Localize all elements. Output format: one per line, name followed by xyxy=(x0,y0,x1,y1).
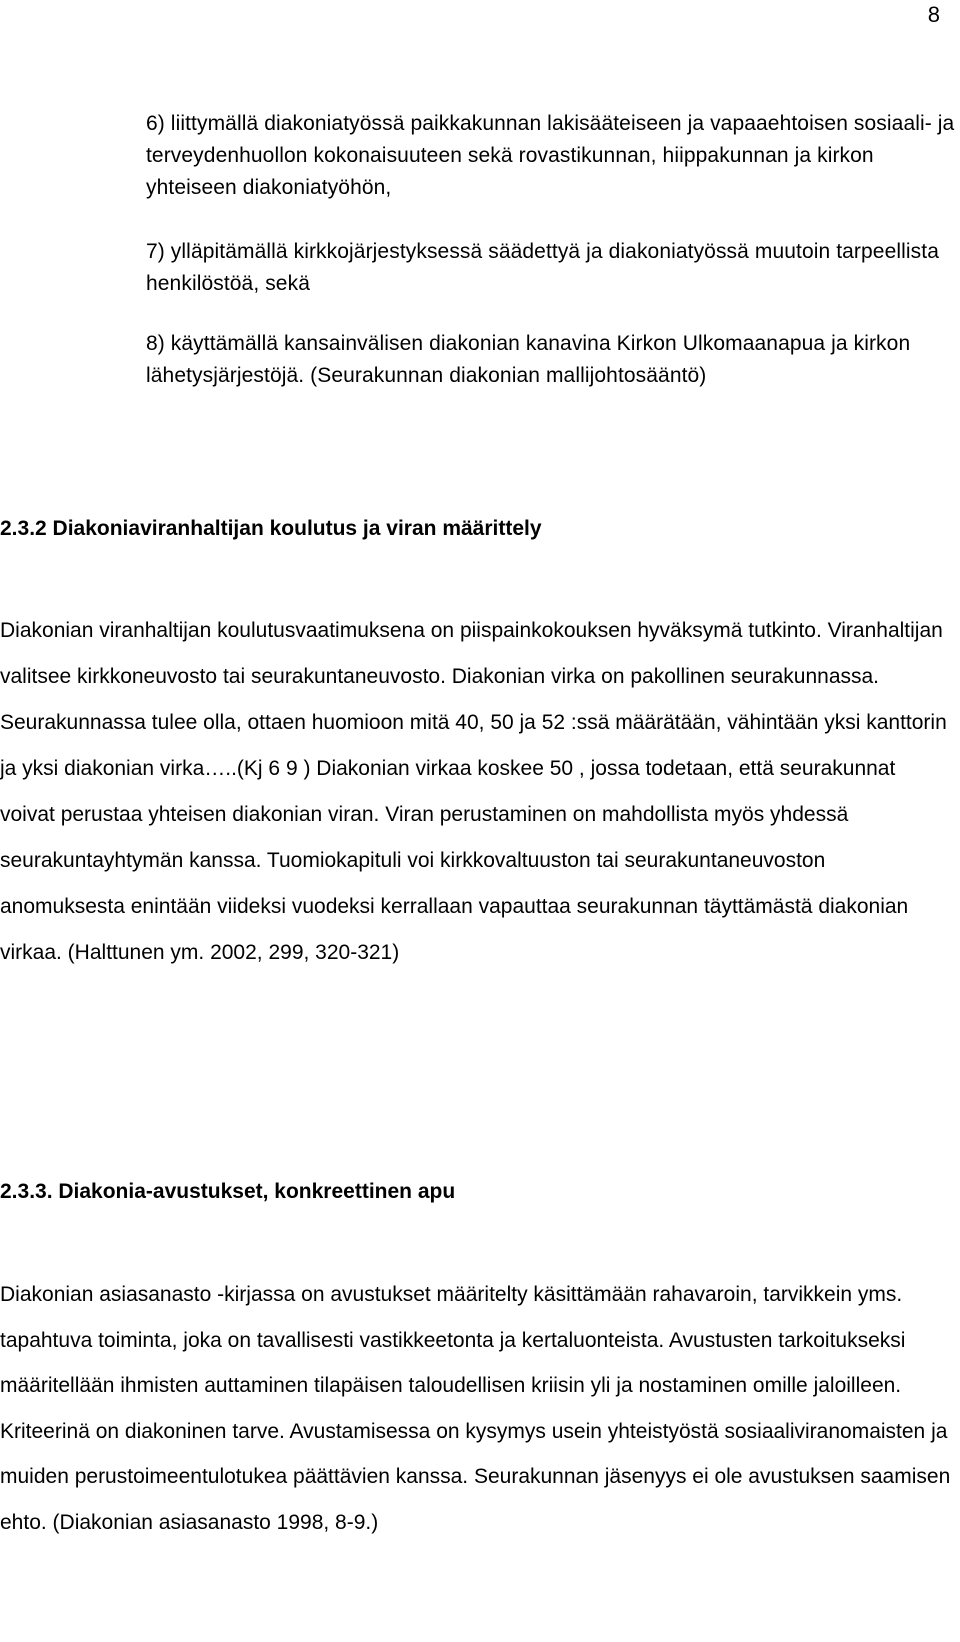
list-item-6 xyxy=(146,108,956,204)
list-item-8-text: 8) käyttämällä kansainvälisen diakonian kanavina Kirkon Ulkomaanapua ja kirkon lähetysjärjestöjä. (Seurakunnan diakonian mallijohtosääntö) xyxy=(146,332,911,387)
list-item-7-text: 7) ylläpitämällä kirkkojärjestyksessä säädettyä ja diakoniatyössä muutoin tarpeellista henkilöstöä, sekä xyxy=(146,240,939,295)
section-body-2-3-2: Diakonian viranhaltijan koulutusvaatimuksena on piispainkokouksen hyväksymä tutkinto. Viranhaltijan valitsee kirkkoneuvosto tai seurakuntaneuvosto. Diakonian virka on pakollinen seurakunnassa. Seurakunnassa tulee olla, ottaen huomioon mitä 40, 50 ja 52 :ssä määrätään, vähintään yksi kanttorin ja yksi diakonian virka…..(Kj 6 9 ) Diakonian virkaa koskee 50 , jossa todetaan, että seurakunnat voivat perustaa yhteisen diakonian viran. Viran perustaminen on mahdollista myös yhdessä seurakuntayhtymän kanssa. Tuomiokapituli voi kirkkovaltuuston tai seurakuntaneuvoston anomuksesta enintään viideksi vuodeksi kerrallaan vapauttaa seurakunnan täyttämästä diakonian virkaa. (Halttunen ym. 2002, 299, 320-321) xyxy=(0,619,947,964)
list-item-8 xyxy=(146,328,956,392)
section-body-2-3-3: Diakonian asiasanasto -kirjassa on avustukset määritelty käsittämään rahavaroin, tarvikkein yms. tapahtuva toiminta, joka on tavallisesti vastikkeetonta ja kertaluonteista. Avustusten tarkoitukseksi määritellään ihmisten auttaminen tilapäisen taloudellisen kriisin yli ja nostaminen omille jaloilleen. Kriteerinä on diakoninen tarve. Avustamisessa on kysymys usein yhteistyöstä sosiaaliviranomaisten ja muiden perustoimeentulotukea päättävien kanssa. Seurakunnan jäsenyys ei ole avustuksen saamisen ehto. (Diakonian asiasanasto 1998, 8-9.) xyxy=(0,1283,951,1534)
list-item-6-text: 6) liittymällä diakoniatyössä paikkakunnan lakisääteiseen ja vapaaehtoisen sosiaali- ja terveydenhuollon kokonaisuuteen sekä rovastikunnan, hiippakunnan ja kirkon yhteiseen diakoniatyöhön, xyxy=(146,112,955,199)
page-number: 8 xyxy=(927,2,940,27)
list-item-7 xyxy=(146,236,956,300)
section-heading-2-3-3: 2.3.3. Diakonia-avustukset, konkreettinen apu xyxy=(0,1180,456,1203)
section-heading-2-3-2: 2.3.2 Diakoniaviranhaltijan koulutus ja viran määrittely xyxy=(0,517,542,540)
